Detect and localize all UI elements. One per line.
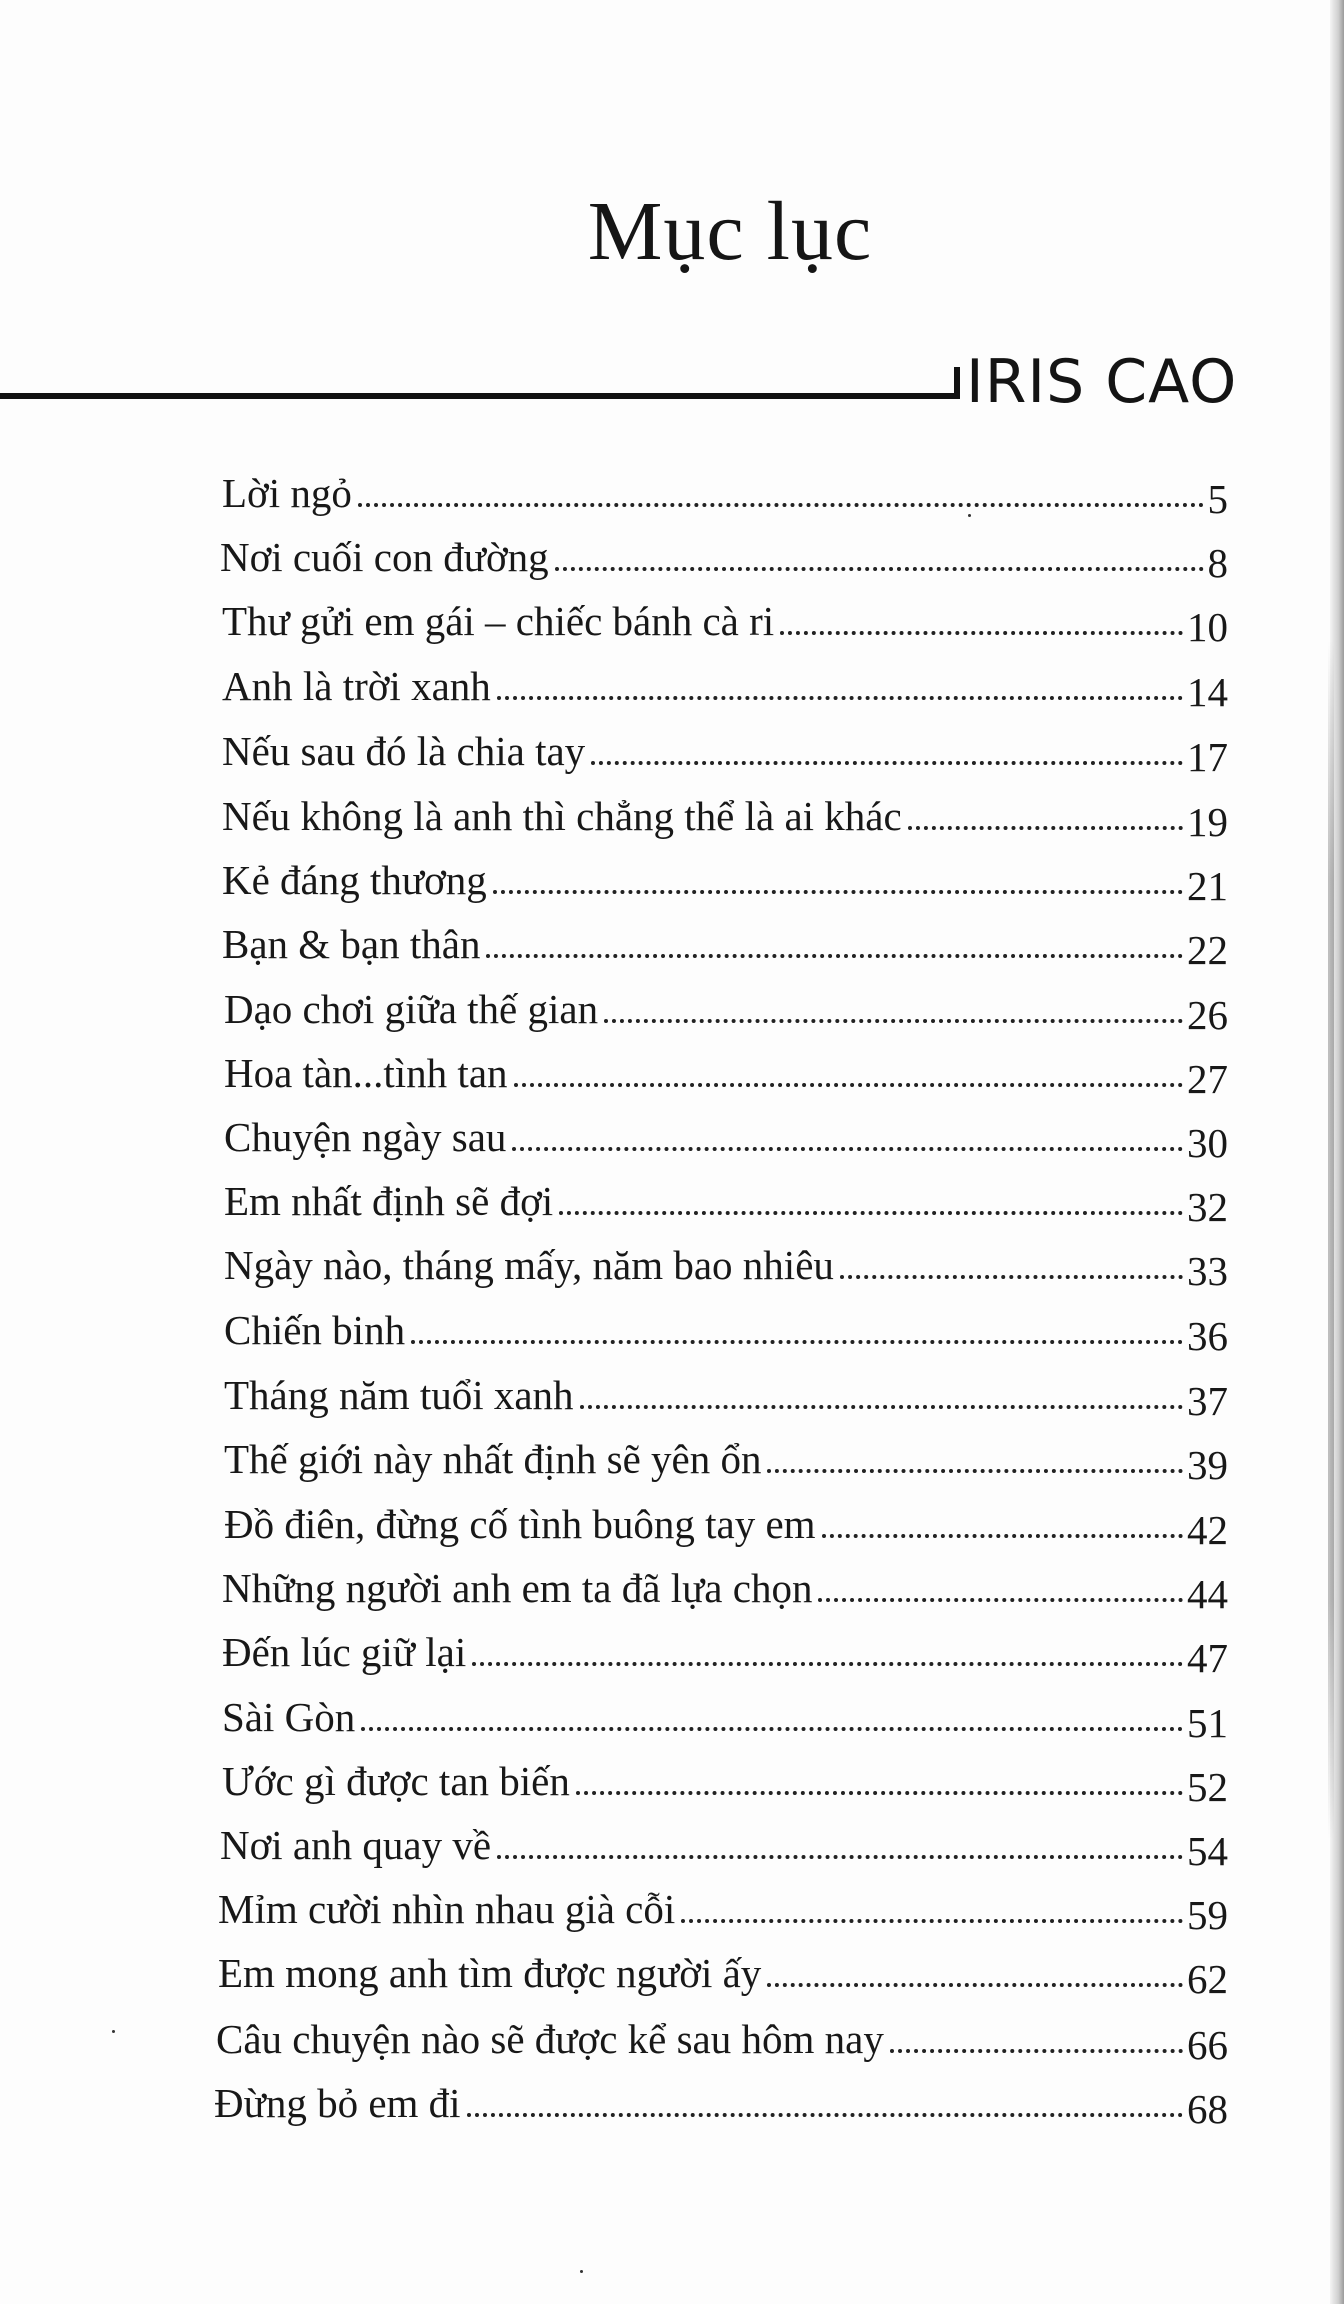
toc-entry-title: Tháng năm tuổi xanh (224, 1371, 574, 1418)
toc-entry-page: 17 (1187, 733, 1228, 780)
toc-entry-title: Nếu không là anh thì chẳng thể là ai khác (222, 792, 902, 839)
toc-entry-page: 68 (1187, 2085, 1228, 2132)
toc-dot-leader (358, 503, 1204, 507)
toc-dot-leader (767, 1983, 1183, 1987)
toc-dot-leader (818, 1598, 1183, 1602)
toc-entry (224, 1038, 1228, 1102)
toc-entry (222, 1553, 1228, 1617)
toc-entry (224, 1166, 1228, 1230)
toc-entry (218, 1874, 1228, 1938)
toc-entry-title: Ước gì được tan biến (222, 1757, 570, 1804)
toc-entry-title: Đồ điên, đừng cố tình buông tay em (224, 1500, 816, 1547)
page-title: Mục lục (587, 185, 873, 278)
toc-dot-leader (591, 761, 1183, 765)
toc-entry (214, 2068, 1228, 2132)
toc-entry (222, 1746, 1228, 1810)
toc-entry-title: Chuyện ngày sau (224, 1113, 507, 1160)
toc-entry (224, 974, 1228, 1038)
toc-entry-title: Lời ngỏ (222, 469, 352, 516)
toc-entry-title: Mỉm cười nhìn nhau già cỗi (218, 1885, 676, 1932)
toc-entry-title: Kẻ đáng thương (222, 856, 487, 903)
toc-dot-leader (512, 1147, 1183, 1151)
toc-entry-page: 42 (1187, 1506, 1228, 1553)
toc-entry-title: Sài Gòn (222, 1693, 356, 1740)
toc-dot-leader (840, 1275, 1183, 1279)
toc-dot-leader (497, 1855, 1183, 1859)
toc-dot-leader (780, 631, 1183, 635)
toc-entry-title: Chiến binh (224, 1306, 406, 1353)
toc-dot-leader (604, 1019, 1183, 1023)
scan-speck (112, 2030, 115, 2033)
toc-entry-title: Nơi cuối con đường (220, 533, 549, 580)
toc-dot-leader (514, 1083, 1183, 1087)
toc-entry (224, 1230, 1228, 1294)
toc-entry (216, 2004, 1228, 2068)
toc-entry (222, 909, 1228, 973)
toc-entry-title: Em nhất định sẽ đợi (224, 1177, 554, 1224)
toc-entry-page: 33 (1187, 1247, 1228, 1294)
toc-entry (222, 1682, 1228, 1746)
toc-entry-title: Dạo chơi giữa thế gian (224, 985, 599, 1032)
toc-dot-leader (908, 826, 1183, 830)
toc-entry (222, 458, 1228, 522)
toc-entry (222, 651, 1228, 715)
toc-entry-title: Em mong anh tìm được người ấy (218, 1949, 762, 1996)
toc-entry-page: 54 (1187, 1827, 1228, 1874)
toc-entry-title: Thế giới này nhất định sẽ yên ổn (224, 1435, 762, 1482)
toc-entry (222, 1617, 1228, 1681)
toc-dot-leader (559, 1211, 1183, 1215)
toc-entry-page: 21 (1187, 862, 1228, 909)
toc-entry-page: 62 (1187, 1955, 1228, 2002)
toc-entry-title: Nơi anh quay về (220, 1821, 492, 1868)
scan-speck (580, 2270, 583, 2273)
toc-dot-leader (890, 2049, 1183, 2053)
toc-entry-title: Bạn & bạn thân (222, 920, 481, 967)
toc-entry-title: Câu chuyện nào sẽ được kể sau hôm nay (216, 2015, 884, 2062)
toc-entry-page: 5 (1207, 475, 1228, 522)
toc-entry-page: 27 (1187, 1055, 1228, 1102)
toc-entry (222, 845, 1228, 909)
toc-entry (218, 1938, 1228, 2002)
toc-entry-page: 37 (1187, 1377, 1228, 1424)
toc-entry-page: 30 (1187, 1119, 1228, 1166)
toc-entry-page: 44 (1187, 1570, 1228, 1617)
toc-entry (224, 1102, 1228, 1166)
toc-entry-page: 14 (1187, 668, 1228, 715)
toc-entry-title: Những người anh em ta đã lựa chọn (222, 1564, 813, 1611)
toc-entry-title: Đến lúc giữ lại (222, 1628, 467, 1675)
toc-entry (220, 522, 1228, 586)
toc-entry-title: Đừng bỏ em đi (214, 2079, 461, 2126)
toc-dot-leader (555, 567, 1204, 571)
toc-entry-title: Hoa tàn...tình tan (224, 1049, 508, 1096)
toc-entry-page: 10 (1187, 603, 1228, 650)
toc-entry-page: 8 (1207, 539, 1228, 586)
scan-speck (968, 514, 971, 517)
toc-entry (224, 1489, 1228, 1553)
toc-dot-leader (767, 1469, 1183, 1473)
toc-dot-leader (493, 890, 1183, 894)
toc-entry-title: Anh là trời xanh (222, 662, 491, 709)
toc-entry (224, 1424, 1228, 1488)
toc-entry (222, 781, 1228, 845)
toc-entry-page: 39 (1187, 1441, 1228, 1488)
toc-entry-page: 32 (1187, 1183, 1228, 1230)
toc-dot-leader (411, 1340, 1183, 1344)
toc-entry-page: 59 (1187, 1891, 1228, 1938)
toc-dot-leader (576, 1791, 1183, 1795)
toc-dot-leader (497, 696, 1183, 700)
toc-dot-leader (681, 1919, 1183, 1923)
toc-entry-title: Ngày nào, tháng mấy, năm bao nhiêu (224, 1241, 834, 1288)
toc-entry (222, 716, 1228, 780)
toc-entry-page: 66 (1187, 2021, 1228, 2068)
toc-dot-leader (467, 2113, 1183, 2117)
toc-entry-title: Nếu sau đó là chia tay (222, 727, 586, 774)
toc-entry (220, 1810, 1228, 1874)
toc-dot-leader (361, 1727, 1183, 1731)
toc-entry (222, 586, 1228, 650)
toc-entry-page: 26 (1187, 991, 1228, 1038)
toc-dot-leader (486, 954, 1183, 958)
toc-entry (224, 1295, 1228, 1359)
toc-entry (224, 1360, 1228, 1424)
toc-entry-page: 36 (1187, 1312, 1228, 1359)
toc-entry-title: Thư gửi em gái – chiếc bánh cà ri (222, 597, 775, 644)
toc-dot-leader (472, 1662, 1183, 1666)
toc-entry-page: 52 (1187, 1763, 1228, 1810)
toc-dot-leader (822, 1534, 1183, 1538)
toc-dot-leader (580, 1405, 1183, 1409)
toc-entry-page: 51 (1187, 1699, 1228, 1746)
toc-entry-page: 47 (1187, 1634, 1228, 1681)
toc-entry-page: 19 (1187, 798, 1228, 845)
author-name: IRIS CAO (966, 347, 1238, 417)
toc-entry-page: 22 (1187, 926, 1228, 973)
